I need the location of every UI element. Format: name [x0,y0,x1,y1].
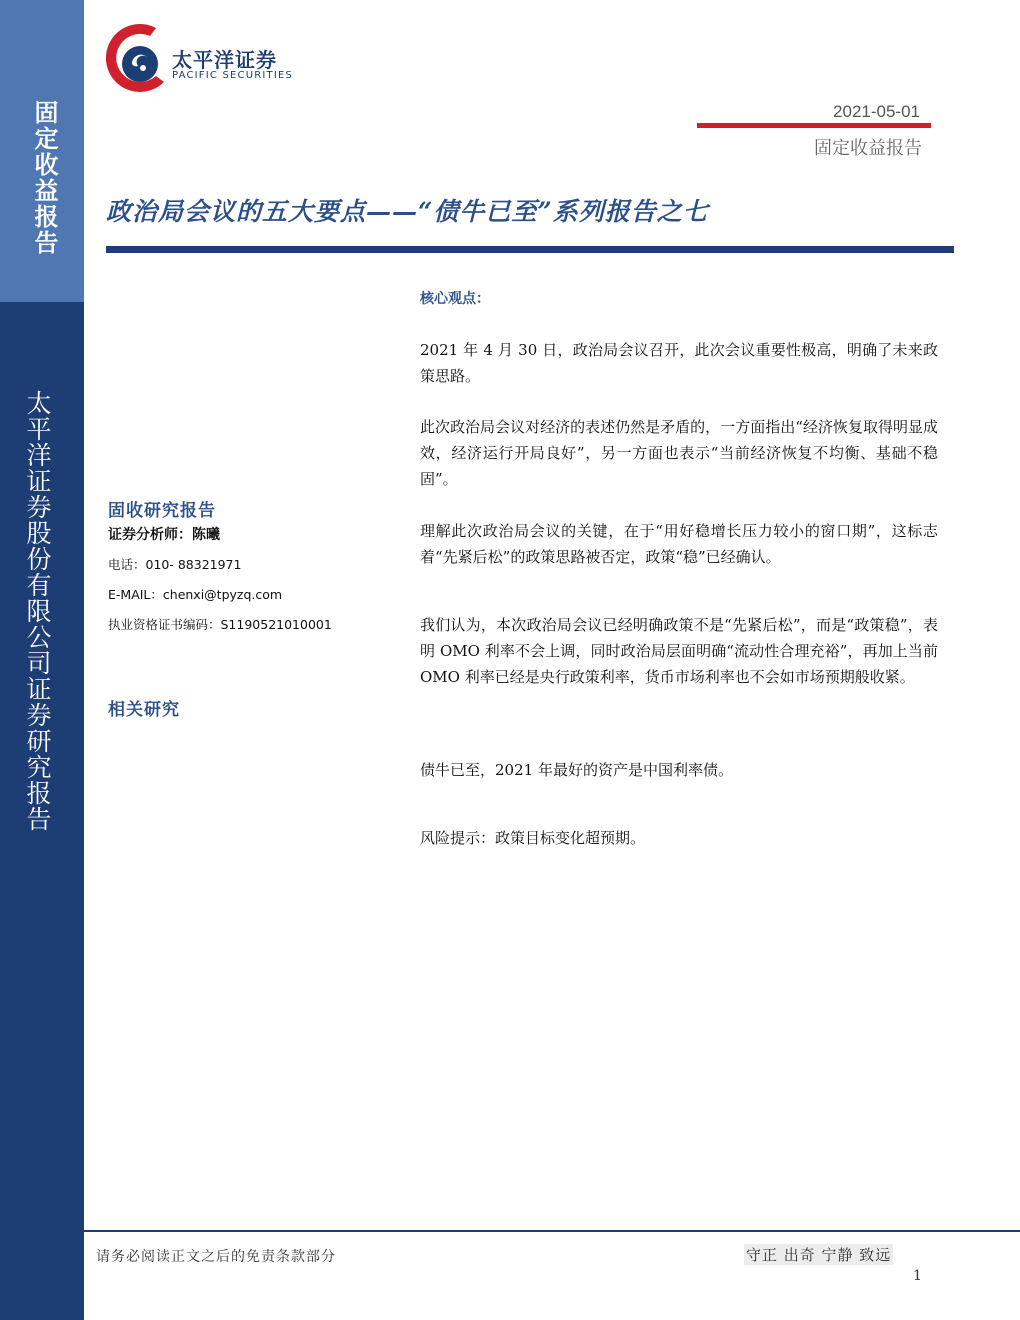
sidebar-bottom-band [0,302,84,1320]
risk-warning: 风险提示：政策目标变化超预期。 [420,829,646,847]
analyst-phone: 电话：010- 88321971 [108,557,242,572]
logo-mark-icon [106,20,170,100]
logo-name-en: PACIFIC SECURITIES [172,70,294,81]
core-paragraph: 此次政治局会议对经济的表述仍然是矛盾的，一方面指出“经济恢复取得明显成效，经济运行开局良好”，另一方面也表示“当前经济恢复不均衡、基础不稳固”。 [420,418,938,488]
footer-disclaimer: 请务必阅读正文之后的免责条款部分 [96,1249,336,1265]
info-heading: 固收研究报告 [108,501,216,521]
footer-motto: 守正 出奇 宁静 致远 [746,1246,892,1264]
analyst-email: E-MAIL：chenxi@tpyzq.com [108,587,283,602]
title-divider [106,246,954,253]
footer-divider [84,1230,1020,1232]
core-paragraph: 理解此次政治局会议的关键，在于“用好稳增长压力较小的窗口期”，这标志着“先紧后松”的政策思路被否定，政策“稳”已经确认。 [420,522,938,566]
sidebar-top-band [0,0,84,302]
report-title: 政治局会议的五大要点——“债牛已至”系列报告之七 [106,197,709,226]
logo-name-cn: 太平洋证券 [172,48,277,72]
core-paragraph: 2021 年 4 月 30 日，政治局会议召开，此次会议重要性极高，明确了未来政策思路。 [420,341,938,385]
report-date: 2021-05-01 [833,102,920,121]
related-research-heading: 相关研究 [108,700,180,720]
analyst-name: 证券分析师：陈曦 [108,527,220,543]
core-paragraph: 我们认为，本次政治局会议已经明确政策不是“先紧后松”，而是“政策稳”，表明 OMO 利率不会上调，同时政治局层面明确“流动性合理充裕”，再加上当前 OMO 利率已经是央行政策利率，货币市场利率也不会如市场预期般收紧。 [420,616,938,686]
header-accent-bar [697,123,931,128]
core-view-heading: 核心观点： [420,291,490,307]
page-number: 1 [913,1268,922,1284]
sidebar-section-label: 固定收益报告 [30,100,59,256]
report-type: 固定收益报告 [814,138,922,159]
sidebar-company-name: 太平洋证券股份有限公司证券研究报告 [23,390,52,832]
core-paragraph: 债牛已至，2021 年最好的资产是中国利率债。 [420,761,733,779]
analyst-license: 执业资格证书编码：S1190521010001 [108,617,332,632]
company-logo [106,20,306,100]
